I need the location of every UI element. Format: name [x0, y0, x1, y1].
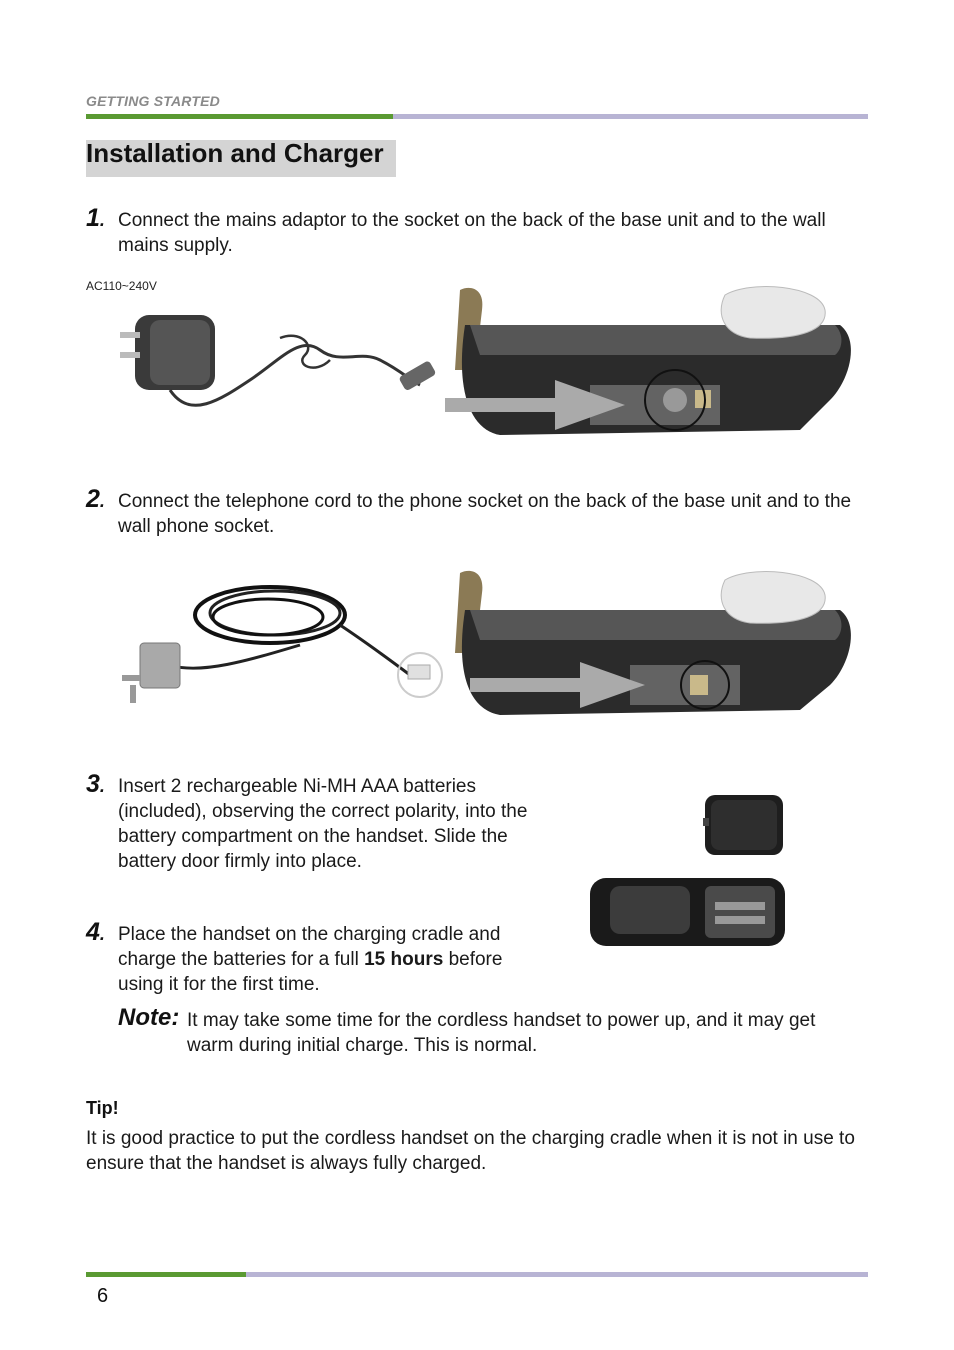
header-rule-green: [86, 114, 393, 119]
figure-battery-install: [585, 790, 795, 955]
page-number: 6: [97, 1285, 109, 1307]
tip-text: It is good practice to put the cordless handset on the charging cradle when it is not in use to ensure that the handset is always fully charged.: [86, 1128, 855, 1174]
step-2-number: 2.: [86, 485, 105, 513]
step-1-text: Connect the mains adaptor to the socket on the back of the base unit and to the wall mains supply.: [118, 210, 826, 256]
step-4-number: 4.: [86, 918, 105, 946]
step-3-number: 3.: [86, 770, 105, 798]
step-1-number: 1.: [86, 204, 105, 232]
figure-phone-cord-connection: [100, 565, 860, 725]
mains-adaptor-image: [120, 315, 437, 405]
step-2-text: Connect the telephone cord to the phone socket on the back of the base unit and to the wall phone socket.: [118, 491, 852, 537]
note-text: It may take some time for the cordless handset to power up, and it may get warm during initial charge. This is normal.: [187, 1010, 816, 1056]
handset-image: [590, 878, 785, 946]
note-label: Note:: [118, 1004, 180, 1031]
base-unit-image: [455, 571, 851, 715]
base-unit-image: [455, 287, 851, 435]
figure-mains-connection: [100, 280, 860, 455]
telephone-cord-image: [122, 587, 442, 703]
voltage-label: AC110~240V: [86, 279, 157, 293]
step-4-text: Place the handset on the charging cradle and charge the batteries for a full 15 hours before using it for the first time.: [118, 924, 503, 995]
footer-rule-green: [86, 1272, 246, 1277]
page-title: Installation and Charger: [86, 138, 384, 168]
tip-heading: Tip!: [86, 1098, 119, 1118]
section-label: GETTING STARTED: [86, 93, 220, 109]
step-3-text: Insert 2 rechargeable Ni-MH AAA batteries (included), observing the correct polarity, into the battery compartment on the handset. Slide the battery door firmly into place.: [118, 776, 528, 872]
header-rule-lavender: [393, 114, 868, 119]
footer-rule-lavender: [246, 1272, 868, 1277]
battery-door-image: [703, 795, 783, 855]
